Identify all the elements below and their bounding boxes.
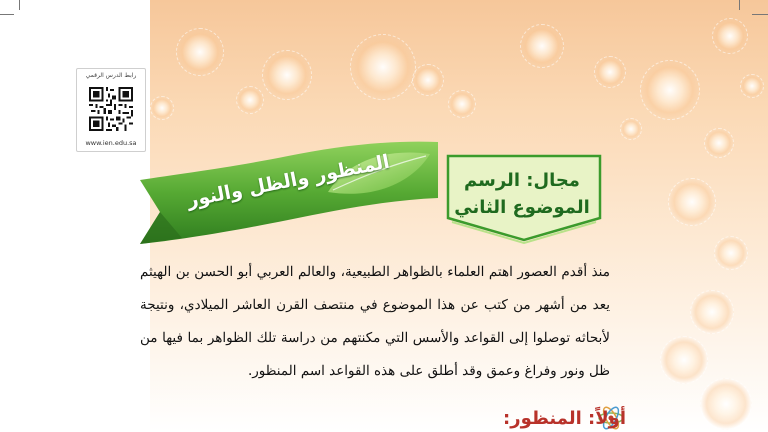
flower-decoration — [714, 236, 748, 270]
flower-decoration — [704, 128, 734, 158]
qr-code-icon — [89, 83, 133, 135]
section-heading: أولاً: المنظور: — [503, 408, 626, 429]
flower-decoration — [176, 28, 224, 76]
flower-decoration — [640, 60, 700, 120]
flower-decoration — [448, 90, 476, 118]
flower-decoration — [690, 290, 734, 334]
flower-decoration — [262, 50, 312, 100]
flower-decoration — [150, 96, 174, 120]
flower-decoration — [660, 336, 708, 384]
topic-domain: مجال: الرسم — [464, 170, 580, 191]
flower-decoration — [520, 24, 564, 68]
body-paragraph: منذ أقدم العصور اهتم العلماء بالظواهر الطبيعية، والعالم العربي أبو الحسن بن الهيثم يعد من أشهر من كتب عن هذا الموضوع في منتصف القرن العاشر الميلادي، ونتيجة لأبحاثه توصلوا إلى القواعد والأسس التي مكنتهم من دراسة تلك الظواهر بما فيها من ظل ونور وفراغ وعمق وقد أطلق على هذه القواعد اسم المنظور. — [140, 264, 610, 379]
flower-decoration — [594, 56, 626, 88]
crop-mark — [19, 0, 20, 10]
digital-lesson-qr-card[interactable] — [76, 68, 146, 152]
flower-decoration — [350, 34, 416, 100]
qr-label: رابط الدرس الرقمي — [85, 72, 137, 79]
flower-decoration — [712, 18, 748, 54]
crop-mark — [752, 14, 768, 15]
page-margin — [0, 0, 150, 432]
flower-decoration — [700, 378, 752, 430]
topic-number: الموضوع الثاني — [454, 197, 590, 218]
flower-decoration — [412, 64, 444, 96]
lesson-title: المنظور والظل والنور — [185, 150, 392, 212]
flower-decoration — [236, 86, 264, 114]
flower-decoration — [740, 74, 764, 98]
flower-decoration — [668, 178, 716, 226]
crop-mark — [739, 0, 740, 10]
flower-decoration — [620, 118, 642, 140]
crop-mark — [0, 14, 14, 15]
qr-url: www.ien.edu.sa — [85, 139, 137, 147]
